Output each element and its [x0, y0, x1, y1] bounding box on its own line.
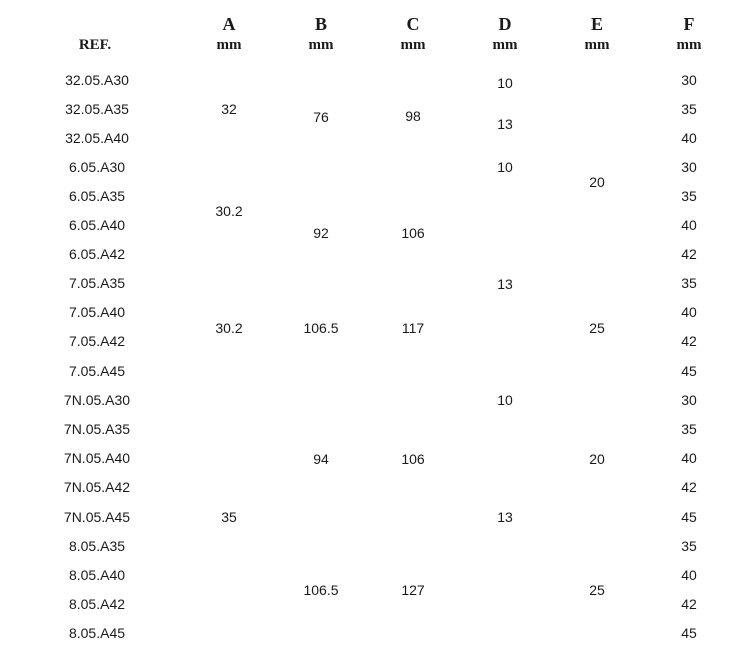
- e-value: 25: [589, 320, 605, 336]
- a-value: 30.2: [215, 203, 243, 219]
- header-a-unit: mm: [216, 37, 242, 53]
- ref-cell: 7N.05.A42: [63, 479, 131, 495]
- b-value: 92: [313, 225, 329, 241]
- ref-cell: 7.05.A40: [68, 304, 126, 320]
- f-value: 45: [681, 625, 697, 641]
- f-value: 35: [681, 275, 697, 291]
- f-value: 40: [681, 450, 697, 466]
- ref-cell: 32.05.A40: [65, 130, 129, 146]
- ref-cell: 6.05.A40: [68, 217, 126, 233]
- a-value: 30.2: [215, 320, 243, 336]
- header-e-unit: mm: [584, 37, 610, 53]
- header-b-unit: mm: [308, 37, 334, 53]
- ref-cell: 7N.05.A35: [63, 421, 131, 437]
- ref-cell: 6.05.A42: [68, 246, 126, 262]
- f-value: 30: [681, 159, 697, 175]
- f-value: 45: [681, 363, 697, 379]
- header-f-unit: mm: [676, 37, 702, 53]
- e-value: 20: [589, 174, 605, 190]
- c-value: 106: [401, 225, 425, 241]
- header-e: E: [590, 14, 603, 34]
- ref-cell: 7.05.A35: [68, 275, 126, 291]
- header-d-unit: mm: [492, 37, 518, 53]
- d-value: 13: [497, 116, 513, 132]
- ref-cell: 7N.05.A40: [63, 450, 131, 466]
- f-value: 40: [681, 567, 697, 583]
- c-value: 98: [405, 108, 421, 124]
- f-value: 40: [681, 304, 697, 320]
- b-value: 76: [313, 109, 329, 125]
- ref-cell: 6.05.A35: [68, 188, 126, 204]
- f-value: 42: [681, 333, 697, 349]
- header-d: D: [498, 14, 512, 34]
- ref-cell: 7.05.A45: [68, 363, 126, 379]
- ref-cell: 7N.05.A30: [63, 392, 131, 408]
- header-a: A: [222, 14, 236, 34]
- header-ref: REF.: [78, 37, 112, 53]
- a-value: 32: [221, 101, 237, 117]
- f-value: 42: [681, 479, 697, 495]
- f-value: 30: [681, 72, 697, 88]
- ref-cell: 8.05.A45: [68, 625, 126, 641]
- c-value: 117: [401, 320, 425, 336]
- c-value: 127: [401, 582, 425, 598]
- header-c: C: [406, 14, 420, 34]
- d-value: 10: [497, 75, 513, 91]
- ref-cell: 8.05.A42: [68, 596, 126, 612]
- ref-cell: 7N.05.A45: [63, 509, 131, 525]
- a-value: 35: [221, 509, 237, 525]
- ref-cell: 8.05.A35: [68, 538, 126, 554]
- ref-cell: 7.05.A42: [68, 333, 126, 349]
- f-value: 35: [681, 538, 697, 554]
- b-value: 94: [313, 451, 329, 467]
- f-value: 35: [681, 188, 697, 204]
- f-value: 40: [681, 217, 697, 233]
- b-value: 106.5: [303, 582, 339, 598]
- d-value: 10: [497, 392, 513, 408]
- header-c-unit: mm: [400, 37, 426, 53]
- ref-cell: 8.05.A40: [68, 567, 126, 583]
- f-value: 40: [681, 130, 697, 146]
- d-value: 13: [497, 509, 513, 525]
- ref-cell: 32.05.A35: [65, 101, 129, 117]
- b-value: 106.5: [303, 320, 339, 336]
- d-value: 10: [497, 159, 513, 175]
- e-value: 20: [589, 451, 605, 467]
- d-value: 13: [497, 276, 513, 292]
- c-value: 106: [401, 451, 425, 467]
- header-b: B: [314, 14, 327, 34]
- f-value: 45: [681, 509, 697, 525]
- e-value: 25: [589, 582, 605, 598]
- header-f: F: [683, 14, 695, 34]
- f-value: 42: [681, 246, 697, 262]
- ref-cell: 6.05.A30: [68, 159, 126, 175]
- f-value: 42: [681, 596, 697, 612]
- ref-cell: 32.05.A30: [65, 72, 129, 88]
- f-value: 30: [681, 392, 697, 408]
- f-value: 35: [681, 421, 697, 437]
- f-value: 35: [681, 101, 697, 117]
